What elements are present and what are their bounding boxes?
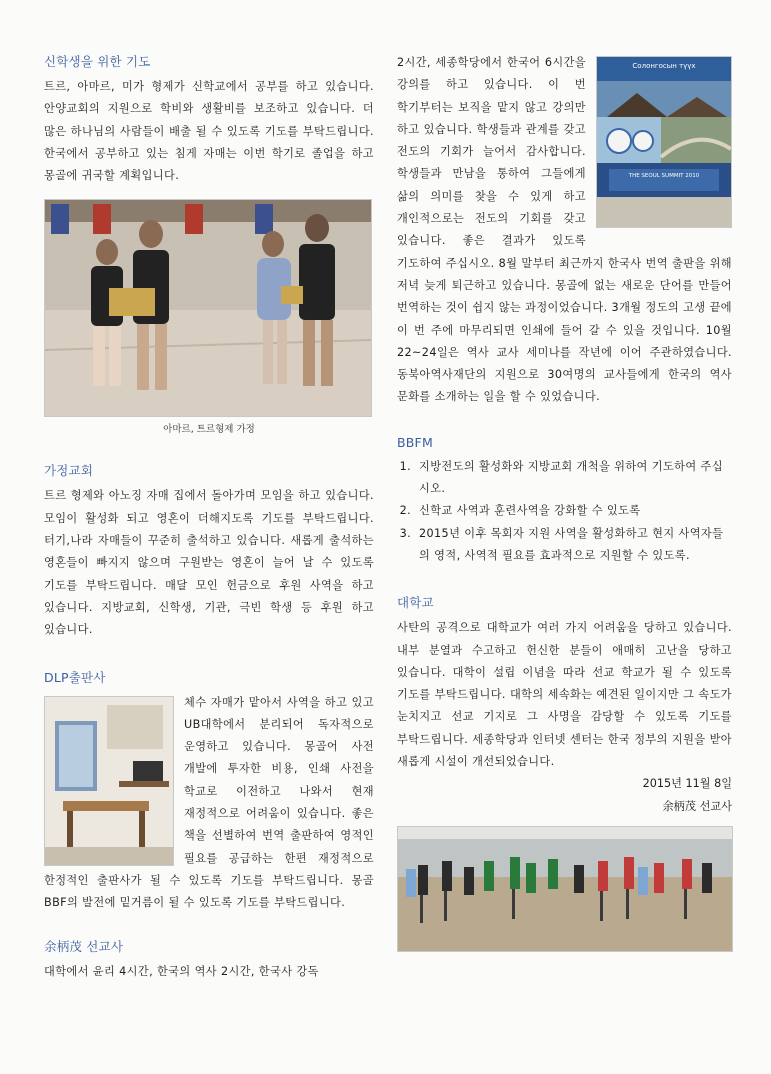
- family-photo-image: [45, 200, 371, 416]
- book-title: Солонгосын түүх: [632, 62, 696, 70]
- bbfm-item: 1. 지방전도의 활성화와 지방교회 개척을 위하여 기도하여 주십시오.: [415, 456, 732, 501]
- students-photo-image: [398, 827, 732, 951]
- left-column: [44, 52, 374, 983]
- lecture-block: [397, 52, 732, 409]
- book-cover: [596, 56, 732, 228]
- students-photo: [397, 826, 733, 952]
- seminary-heading: 신학생을 위한 기도: [44, 54, 151, 69]
- missionary-heading: 余柄茂 선교사: [44, 938, 124, 954]
- signature-date: 2015년 11월 8일: [642, 777, 732, 791]
- signature-name: 余柄茂 선교사: [662, 799, 732, 813]
- dlp-heading: DLP출판사: [44, 669, 106, 685]
- lecture-text: 2시간, 세종학당에서 한국어 6시간을 강의를 하고 있습니다. 이 번 학기부터는 보직을 맡지 않고 강의만 하고 있습니다. 학생들과 관계를 갖고 전도의 기회가 늘어서 감사합니다. 학생들과 만남을 통하여 그들에게 삶의 의미를 찾을 수 있게 하고 개인적으로는 전도의 기회를 갖고 있습니다. 좋은 결과가 있도록 기도하여 주십시오. 8월 말부터 최근까지 한국사 번역 출판을 위해 저녁 늦게 퇴근하고 있습니다. 몽골에 없는 새로운 단어를 만들어 번역하는 것이 쉽지 않는 과정이었습니다. 3개월 정도의 고생 끝에 이 번 주에 마무리되면 인쇄에 들어 갈 수 있을 것입니다. 10월 22~24일은 역사 교사 세미나를 작년에 이어 주관하였습니다. 동북아역사재단의 지원으로 30여명의 교사들에게 한국의 역사 문화를 소개하는 일을 할 수 있었습니다.: [397, 56, 732, 404]
- house-church-heading: 가정교회: [44, 463, 94, 479]
- bbfm-heading: BBFM: [397, 434, 433, 450]
- family-photo: [44, 199, 372, 417]
- missionary-text: 대학에서 윤리 4시간, 한국의 역사 2시간, 한국사 강독: [44, 964, 319, 978]
- dlp-text: 체수 자매가 맡아서 사역을 하고 있고 UB대학에서 분리되어 독자적으로 운영하고 있습니다. 몽골어 사전 개발에 투자한 비용, 인쇄 사전을 학교로 이전하고 나와서 현재 재정적으로 어려움이 있습니다. 좋은 책을 선별하여 번역 출판하여 영적인 필요를 공급하는 한편 재정적으로 한정적인 출판사가 될 수 있도록 기도를 부탁드립니다. 몽골 BBF의 발전에 밑거름이 될 수 있도록 기도를 부탁드립니다.: [44, 695, 374, 910]
- seminary-text: 트르, 아마르, 미가 형제가 신학교에서 공부를 하고 있습니다. 안양교회의 지원으로 학비와 생활비를 보조하고 있습니다. 더 많은 하나님의 사람들이 배출 될 수 있도록 기도를 부탁드립니다. 한국에서 공부하고 있는 침게 자매는 이번 학기로 졸업을 하고 몽골에 귀국할 계획입니다.: [44, 80, 374, 183]
- book-label: THE SEOUL SUMMIT 2010: [628, 173, 700, 179]
- family-photo-caption: 아마르, 트르형제 가정: [163, 424, 255, 436]
- right-column: [397, 52, 732, 952]
- university-heading: 대학교: [397, 595, 434, 611]
- university-text: 사탄의 공격으로 대학교가 여러 가지 어려움을 당하고 있습니다. 내부 분열과 수고하고 헌신한 분들이 애매히 고난을 당하고 있습니다. 대학이 설립 이념을 따라 선교 학교가 될 수 있도록 기도를 부탁드립니다. 대학의 세속화는 예견된 일이지만 그 속도가 눈치지고 선교 기지로 그 사명을 감당할 수 있도록 기도를 부탁드립니다. 세종학당과 인터넷 센터는 한국 정부의 지원을 받아 새롭게 시설이 개선되었습니다.: [397, 621, 732, 769]
- bbfm-item: 2. 신학교 사역과 훈련사역을 강화할 수 있도록: [415, 500, 732, 522]
- bbfm-item: 3. 2015년 이후 목회자 지원 사역을 활성화하고 현지 사역자들의 영적, 사역적 필요를 효과적으로 지원할 수 있도록.: [415, 523, 732, 568]
- bbfm-list: [397, 456, 732, 567]
- book-cover-image: [597, 57, 731, 227]
- office-photo-image: [45, 697, 173, 865]
- house-church-text: 트르 형제와 아노징 자매 집에서 돌아가며 모임을 하고 있습니다. 모임이 활성화 되고 영혼이 더해지도록 기도를 부탁드립니다. 터기,나라 자매들이 꾸준히 출석하고 있습니다. 새롭게 출석하는 영혼들이 빠지지 않으며 구원받는 영혼이 늘어 날 수 있도록 기도를 부탁드립니다. 매달 모인 헌금으로 후원 사역을 하고 있습니다. 지방교회, 신학생, 기관, 극빈 학생 등 후원 하고 있습니다.: [44, 489, 374, 637]
- dlp-block: [44, 692, 374, 915]
- office-photo: [44, 696, 174, 866]
